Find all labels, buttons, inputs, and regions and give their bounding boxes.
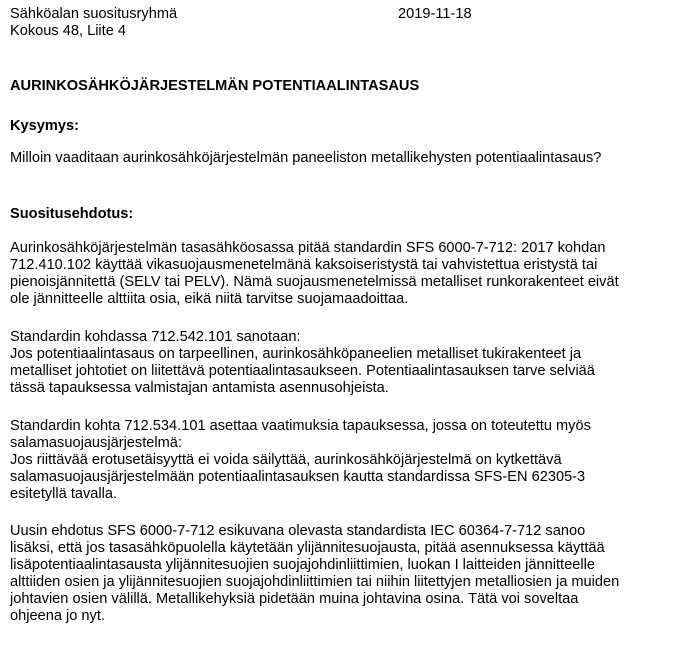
recommendation-label: Suositusehdotus: xyxy=(10,206,134,222)
paragraph-line: alttiiden osien ja ylijännitesuojien suojajohdinliittimien tai niihin liitettyjen metalliosien ja muiden xyxy=(10,574,620,590)
meeting-reference: Kokous 48, Liite 4 xyxy=(10,23,127,39)
recommendation-paragraph-1 xyxy=(10,240,685,308)
paragraph-line: lisäpotentiaalintasausta ylijännitesuojien suojajohdinliittimien, luokan I laitteiden jännitteelle xyxy=(10,557,595,573)
recommendation-paragraph-4 xyxy=(10,523,685,625)
document-date: 2019-11-18 xyxy=(398,6,472,22)
paragraph-line: Jos potentiaalintasaus on tarpeellinen, aurinkosähköpaneelien metalliset tukirakenteet ja xyxy=(10,346,582,362)
paragraph-line: ole jännitteelle alttiita osia, eikä niitä tarvitse suojamaadoittaa. xyxy=(10,291,409,307)
paragraph-line: Aurinkosähköjärjestelmän tasasähköosassa pitää standardin SFS 6000-7-712: 2017 kohdan xyxy=(10,240,606,256)
paragraph-line: pienoisjännitettä (SELV tai PELV). Nämä suojausmenetelmissä metalliset runkorakenteet eivät xyxy=(10,274,619,290)
question-label: Kysymys: xyxy=(10,118,79,134)
question-line: Milloin vaaditaan aurinkosähköjärjestelmän paneeliston metallikehysten potentiaalintasaus? xyxy=(10,150,602,166)
paragraph-line: Standardin kohta 712.534.101 asettaa vaatimuksia tapauksessa, jossa on toteutettu myös xyxy=(10,418,591,434)
document-header xyxy=(10,6,177,40)
document-title: AURINKOSÄHKÖJÄRJESTELMÄN POTENTIAALINTASAUS xyxy=(10,78,420,94)
paragraph-line: lisäksi, että jos tasasähköpuolella käytetään ylijännitesuojausta, pitää asennuksessa käyttää xyxy=(10,540,605,556)
paragraph-line: johtavien osien välillä. Metallikehyksiä pidetään muina johtavina osina. Tätä voi soveltaa xyxy=(10,591,579,607)
recommendation-paragraph-2 xyxy=(10,329,685,397)
question-text xyxy=(10,150,685,167)
organization-name: Sähköalan suositusryhmä xyxy=(10,6,178,22)
paragraph-line: ohjeena jo nyt. xyxy=(10,608,105,624)
paragraph-line: metalliset johtotiet on liitettävä potentiaalintasaukseen. Potentiaalintasauksen tarve selviää xyxy=(10,363,595,379)
paragraph-line: Standardin kohdassa 712.542.101 sanotaan: xyxy=(10,329,301,345)
paragraph-line: 712.410.102 käyttää vikasuojausmenetelmänä kaksoiseristystä tai vahvistettua eristystä tai xyxy=(10,257,598,273)
paragraph-line: salamasuojausjärjestelmä: xyxy=(10,435,182,451)
recommendation-paragraph-3 xyxy=(10,418,685,503)
paragraph-line: tässä tapauksessa valmistajan antamista asennusohjeista. xyxy=(10,380,389,396)
paragraph-line: Uusin ehdotus SFS 6000-7-712 esikuvana olevasta standardista IEC 60364-7-712 sanoo xyxy=(10,523,586,539)
paragraph-line: esitetyllä tavalla. xyxy=(10,486,118,502)
paragraph-line: Jos riittävää erotusetäisyyttä ei voida säilyttää, aurinkosähköjärjestelmä on kytkettävä xyxy=(10,452,562,468)
paragraph-line: salamasuojausjärjestelmään potentiaalintasauksen kautta standardissa SFS-EN 62305-3 xyxy=(10,469,586,485)
